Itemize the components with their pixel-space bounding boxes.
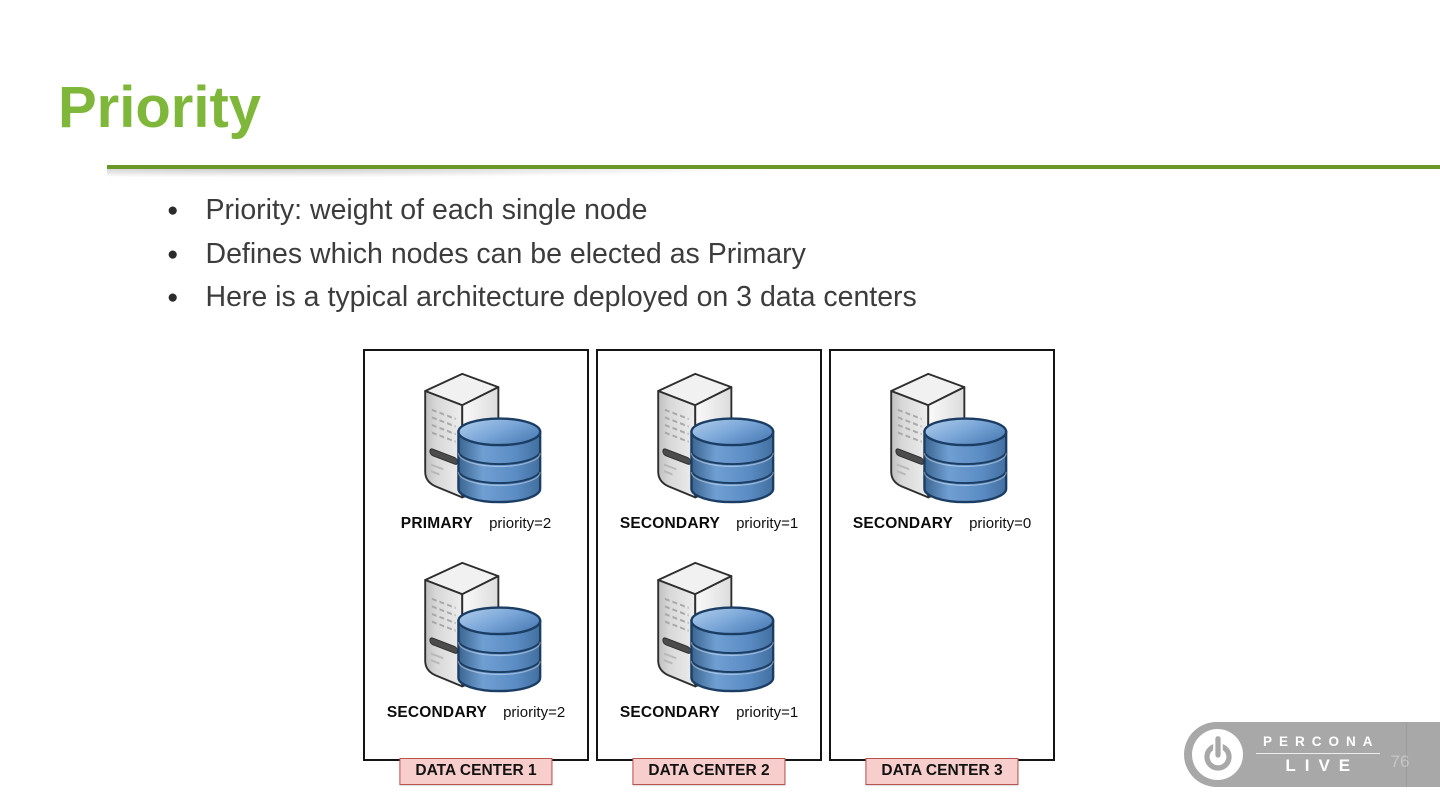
data-center-box-3 [829,349,1055,779]
node-label [620,704,798,722]
replica-node [598,554,820,722]
data-center-box-1 [363,349,589,779]
bullet-text: Defines which nodes can be elected as Primary [205,237,806,270]
node-priority: priority=1 [736,704,799,721]
bullet-item [167,189,917,233]
node-role: SECONDARY [386,704,488,721]
node-priority: priority=0 [969,515,1032,532]
node-label [401,515,551,533]
node-priority: priority=2 [489,515,552,532]
brand-wordmark [1256,734,1380,776]
replica-node [365,365,587,533]
node-priority: priority=1 [736,515,799,532]
bullet-item [167,233,917,277]
node-label [620,515,798,533]
node-role: SECONDARY [619,515,721,532]
server-database-icon [643,554,776,699]
page-number: 76 [1390,751,1410,771]
server-database-icon [643,365,776,510]
bullet-dot-icon: ● [167,200,179,222]
replica-node [365,554,587,722]
node-priority: priority=2 [503,704,566,721]
node-role: SECONDARY [852,515,954,532]
bullet-dot-icon: ● [167,243,179,265]
bullet-dot-icon: ● [167,287,179,309]
bullet-list [167,189,917,320]
data-center-label: DATA CENTER 3 [865,758,1018,785]
replica-node [831,365,1053,533]
data-center-label: DATA CENTER 1 [399,758,552,785]
server-database-icon [410,365,543,510]
data-center-diagram [363,349,1055,779]
page-title: Priority [58,75,262,140]
brand-percona: PERCONA [1256,734,1380,754]
bullet-text: Priority: weight of each single node [205,194,648,227]
bullet-item [167,276,917,320]
server-database-icon [876,365,1009,510]
data-center-box-2 [596,349,822,779]
node-label [387,704,565,722]
server-database-icon [410,554,543,699]
data-center-label: DATA CENTER 2 [632,758,785,785]
bullet-text: Here is a typical architecture deployed on 3 data centers [205,281,917,314]
node-role: PRIMARY [400,515,474,532]
node-role: SECONDARY [619,704,721,721]
replica-node [598,365,820,533]
power-icon [1192,729,1243,780]
title-divider-shadow [107,169,927,181]
brand-live: LIVE [1285,755,1360,775]
node-label [853,515,1031,533]
percona-live-badge [1184,722,1440,787]
